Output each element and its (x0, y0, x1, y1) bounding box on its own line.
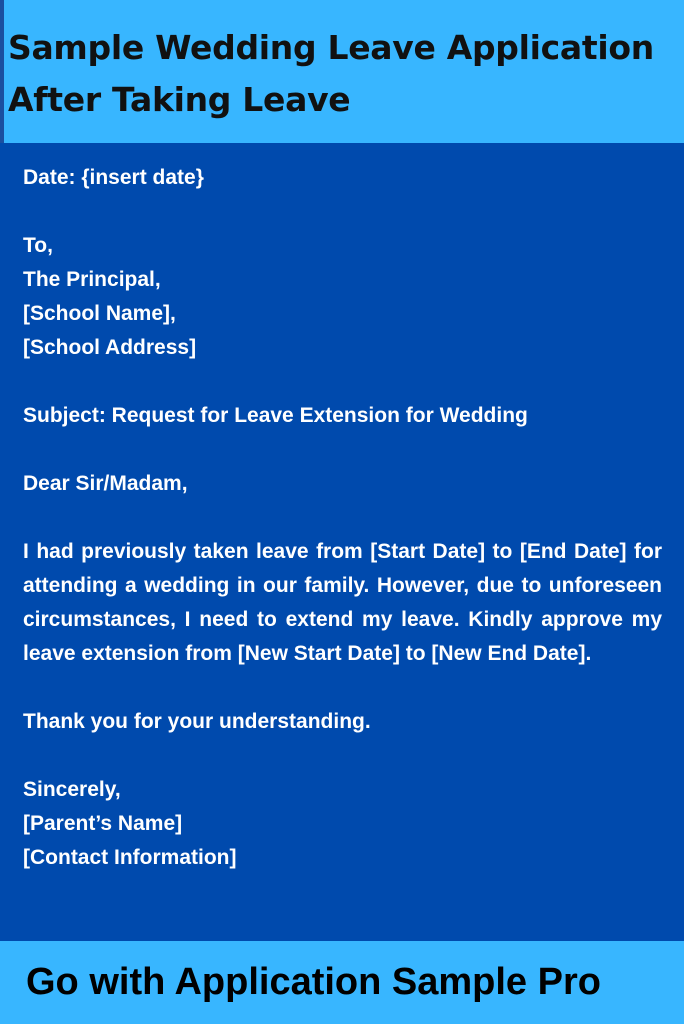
letter-thanks: Thank you for your understanding. (23, 710, 371, 733)
letter-sender-name: [Parent’s Name] (23, 812, 183, 835)
letter-closing: Sincerely, (23, 778, 121, 801)
letter-body-paragraph: I had previously taken leave from [Start Date] to [End Date] for attending a wedding in our family. However, due to unforeseen circumstances, I need to extend my leave. Kindly approve my leave extension from [New Start Date] to [New End Date]. (23, 540, 662, 665)
letter-contact: [Contact Information] (23, 846, 237, 869)
page-title: Sample Wedding Leave Application After Taking Leave (8, 28, 654, 119)
letter-school-name: [School Name], (23, 302, 176, 325)
letter-body (23, 161, 662, 875)
spacer (23, 195, 662, 229)
spacer (23, 739, 662, 773)
letter-to: To, (23, 234, 53, 257)
spacer (23, 365, 662, 399)
spacer (23, 433, 662, 467)
letter-school-address: [School Address] (23, 336, 197, 359)
letter-subject: Subject: Request for Leave Extension for Wedding (23, 404, 528, 427)
footer-banner (0, 941, 684, 1024)
spacer (23, 671, 662, 705)
letter-date: Date: {insert date} (23, 166, 204, 189)
letter-recipient: The Principal, (23, 268, 161, 291)
spacer (23, 501, 662, 535)
header-banner (0, 0, 684, 143)
letter-salutation: Dear Sir/Madam, (23, 472, 188, 495)
footer-tagline: Go with Application Sample Pro (26, 961, 601, 1003)
